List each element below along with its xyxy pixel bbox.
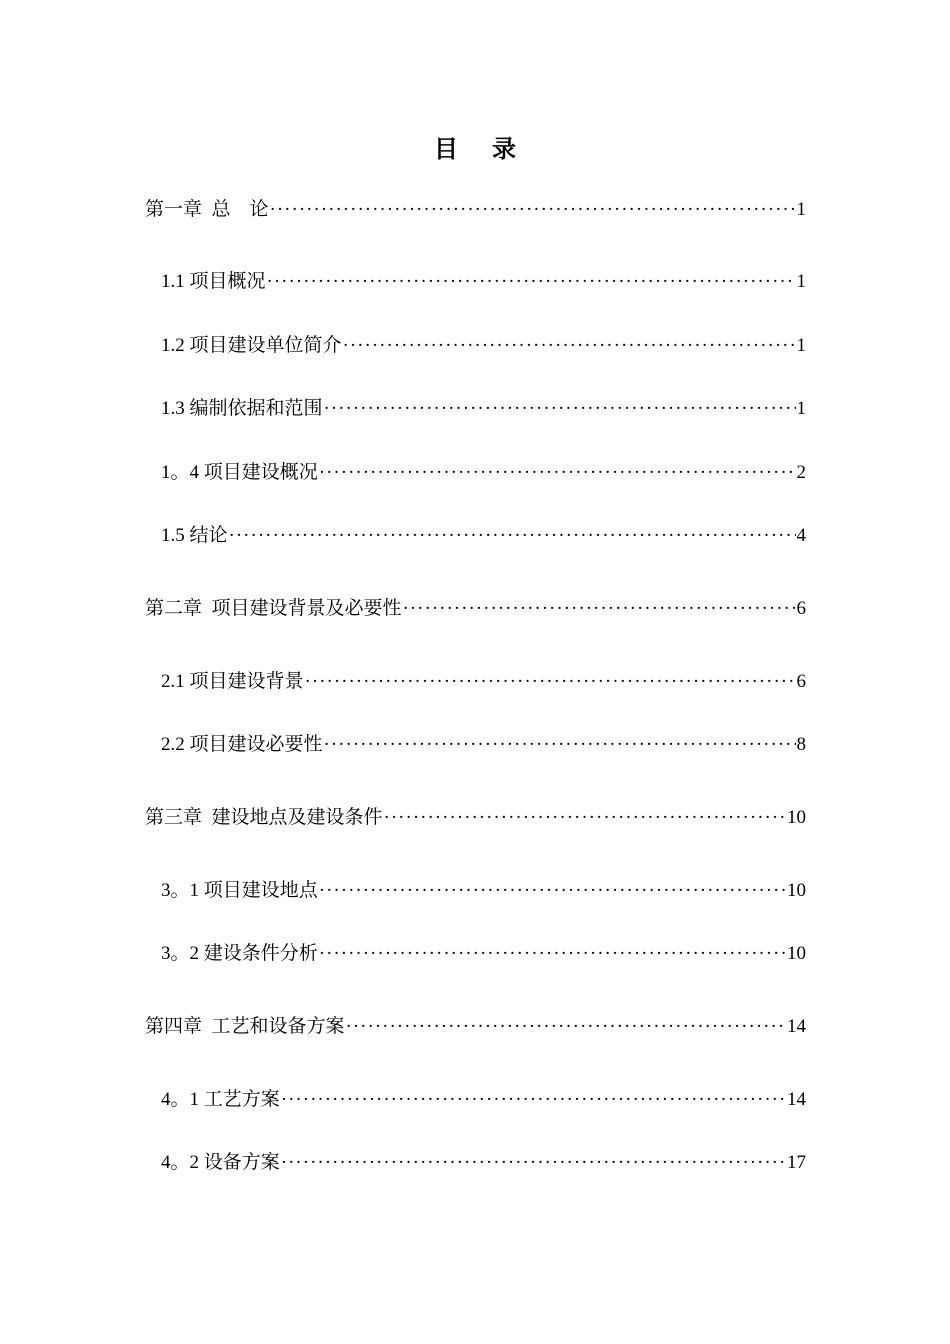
toc-dot-leader	[384, 803, 786, 833]
toc-dot-leader	[270, 195, 796, 225]
toc-page-number: 17	[787, 1152, 806, 1173]
toc-chapter-4[interactable]	[145, 1012, 806, 1042]
toc-dot-leader	[267, 267, 796, 297]
toc-page-number: 6	[796, 671, 806, 692]
toc-dot-leader	[403, 594, 796, 624]
toc-entry-label: 1.3 编制依据和范围	[161, 398, 323, 419]
toc-entry-label: 1。4 项目建设概况	[161, 462, 318, 483]
toc-entry-label: 3。1 项目建设地点	[161, 880, 318, 901]
toc-page-number: 14	[787, 1089, 806, 1110]
toc-entry-label: 第二章 项目建设背景及必要性	[145, 598, 402, 619]
toc-page-number: 10	[787, 943, 806, 964]
toc-entry-label: 第一章 总 论	[145, 199, 269, 220]
toc-section-2-2[interactable]	[161, 730, 806, 760]
toc-section-1-1[interactable]	[161, 267, 806, 297]
toc-entry-label: 2.1 项目建设背景	[161, 671, 304, 692]
toc-section-1-2[interactable]	[161, 331, 806, 361]
toc-page-number: 4	[796, 525, 806, 546]
toc-dot-leader	[319, 939, 786, 969]
toc-dot-leader	[324, 394, 796, 424]
toc-entry-label: 4。1 工艺方案	[161, 1089, 280, 1110]
toc-page-number: 2	[796, 462, 806, 483]
toc-dot-leader	[281, 1148, 786, 1178]
toc-dot-leader	[229, 521, 796, 551]
toc-chapter-1[interactable]	[145, 195, 806, 225]
toc-entry-label: 1.1 项目概况	[161, 271, 266, 292]
toc-chapter-3[interactable]	[145, 803, 806, 833]
toc-entry-label: 1.2 项目建设单位简介	[161, 335, 342, 356]
toc-entry-label: 2.2 项目建设必要性	[161, 734, 323, 755]
toc-dot-leader	[319, 876, 786, 906]
toc-entry-label: 第四章 工艺和设备方案	[145, 1016, 345, 1037]
toc-page-number: 1	[796, 199, 806, 220]
toc-dot-leader	[281, 1085, 786, 1115]
toc-dot-leader	[343, 331, 796, 361]
toc-dot-leader	[346, 1012, 786, 1042]
toc-section-1-3[interactable]	[161, 394, 806, 424]
toc-entry-label: 3。2 建设条件分析	[161, 943, 318, 964]
toc-dot-leader	[319, 458, 796, 488]
toc-section-3-2[interactable]	[161, 939, 806, 969]
toc-page-number: 1	[796, 335, 806, 356]
toc-page-number: 1	[796, 398, 806, 419]
toc-section-1-5[interactable]	[161, 521, 806, 551]
toc-section-2-1[interactable]	[161, 667, 806, 697]
page-title: 目 录	[434, 137, 530, 163]
toc-entry-label: 4。2 设备方案	[161, 1152, 280, 1173]
toc-page-number: 6	[796, 598, 806, 619]
toc-section-4-1[interactable]	[161, 1085, 806, 1115]
toc-page-number: 10	[787, 880, 806, 901]
toc-page-number: 14	[787, 1016, 806, 1037]
toc-section-3-1[interactable]	[161, 876, 806, 906]
toc-dot-leader	[305, 667, 796, 697]
toc-page-number: 8	[796, 734, 806, 755]
toc-section-4-2[interactable]	[161, 1148, 806, 1178]
toc-entry-label: 1.5 结论	[161, 525, 228, 546]
toc-entry-label: 第三章 建设地点及建设条件	[145, 807, 383, 828]
toc-section-1-4[interactable]	[161, 458, 806, 488]
toc-dot-leader	[324, 730, 796, 760]
toc-page-number: 10	[787, 807, 806, 828]
toc-chapter-2[interactable]	[145, 594, 806, 624]
toc-page-number: 1	[796, 271, 806, 292]
